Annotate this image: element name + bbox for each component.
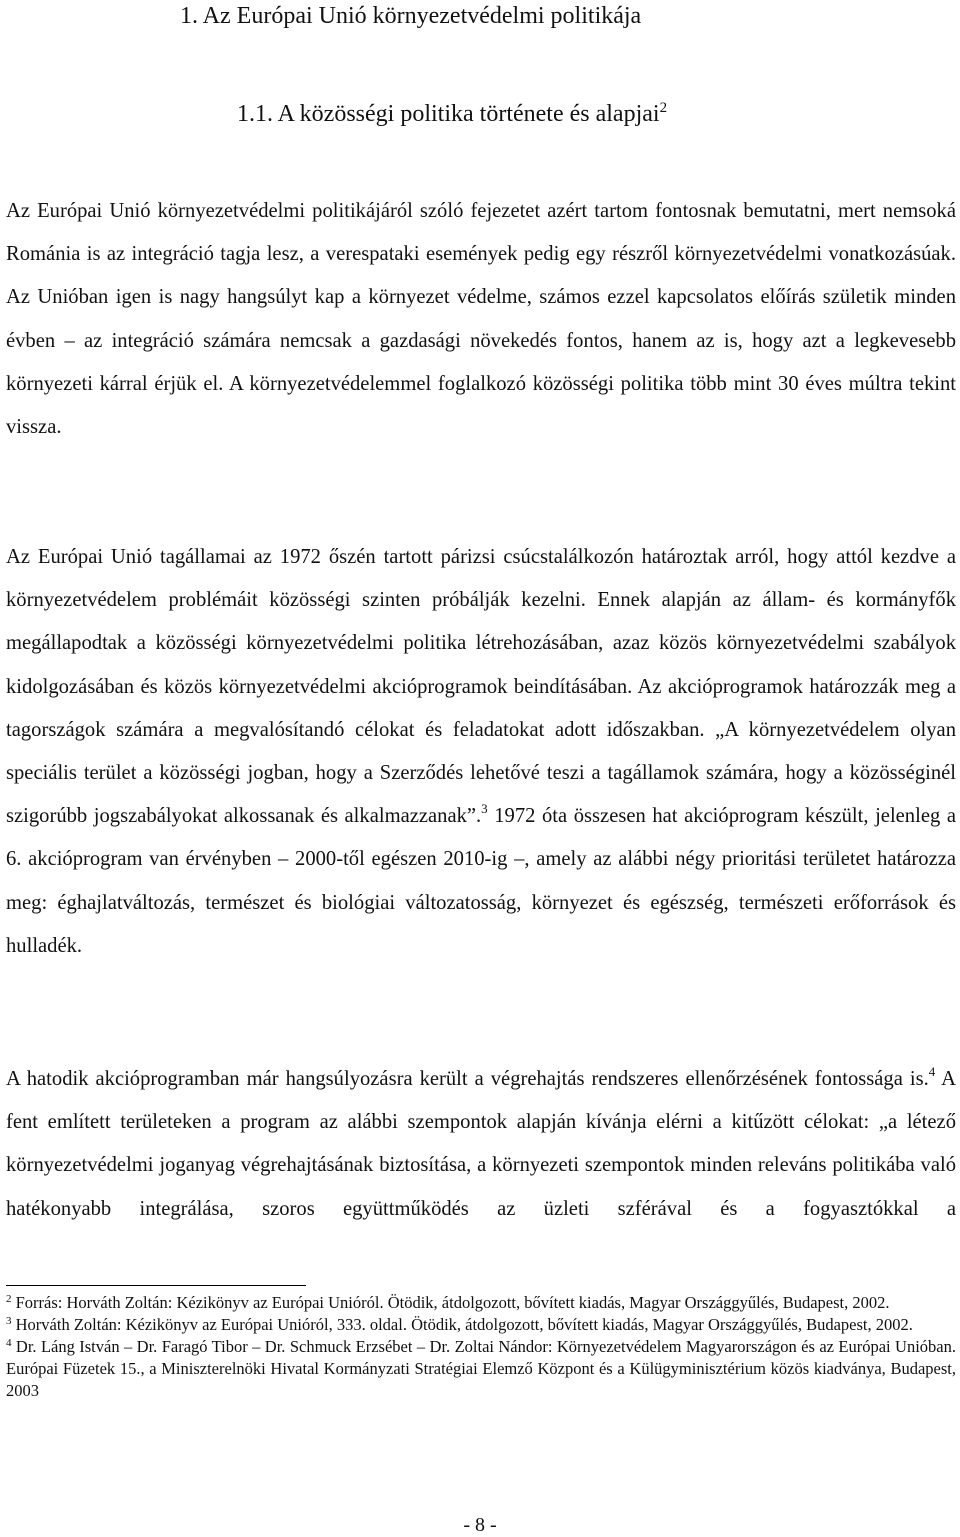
footnote-2 <box>6 1292 956 1314</box>
paragraph-2-part-a: Az Európai Unió tagállamai az 1972 őszén tartott párizsi csúcstalálkozón határoztak arról, hogy attól kezdve a környezetvédelem problémáit közösségi szinten próbálják kezelni. Ennek alapján az állam- és kormányfők megállapodtak a közösségi környezetvédelmi politika létrehozásában, azaz közös környezetvédelmi szabályok kidolgozásában és közös környezetvédelmi akcióprogramok beindításában. Az akcióprogramok határozzák meg a tagországok számára a megvalósítandó célokat és feladatokat adott időszakban. „A környezetvédelem olyan speciális terület a közösségi jogban, hogy a Szerződés lehetővé teszi a tagállamok számára, hogy a közösséginél szigorúbb jogszabályokat alkossanak és alkalmazzanak”. <box>6 546 956 828</box>
footnote-number: 2 <box>6 1293 12 1305</box>
footnotes <box>6 1292 956 1402</box>
footnote-number: 3 <box>6 1315 12 1327</box>
paragraph-3-part-b: A fent említett területeken a program az alábbi szempontok alapján kívánja elérni a kitűzött célokat: „a létező környezetvédelmi joganyag végrehajtásának biztosítása, a környezeti szempontok minden releváns politikába való hatékonyabb integrálása, szoros együttműködés az üzleti szférával és a fogyasztókkal a <box>6 1068 956 1220</box>
footnote-divider <box>6 1285 306 1286</box>
paragraph-3-part-a: A hatodik akcióprogramban már hangsúlyozásra került a végrehajtás rendszeres ellenőrzésének fontossága is. <box>6 1068 929 1090</box>
footnote-3 <box>6 1314 956 1336</box>
paragraph-3 <box>6 1058 956 1231</box>
footnote-text: Forrás: Horváth Zoltán: Kézikönyv az Európai Unióról. Ötödik, átdolgozott, bővített kiadás, Magyar Országgyűlés, Budapest, 2002. <box>11 1293 890 1312</box>
page-number: - 8 - <box>463 1514 497 1536</box>
footnote-ref-4: 4 <box>928 1064 936 1079</box>
chapter-title: 1. Az Európai Unió környezetvédelmi politikája <box>180 3 642 29</box>
footnote-number: 4 <box>6 1337 12 1349</box>
paragraph-2 <box>6 536 956 968</box>
footnote-text: Dr. Láng István – Dr. Faragó Tibor – Dr. Schmuck Erzsébet – Dr. Zoltai Nándor: Környezetvédelem Magyarországon és az Európai Unióban. Európai Füzetek 15., a Miniszterelnöki Hivatal Kormányzati Stratégiai Elemző Központ és a Külügyminisztérium közös kiadványa, Budapest, 2003 <box>6 1337 956 1400</box>
section-title <box>237 98 667 130</box>
footnote-ref-3: 3 <box>481 801 488 817</box>
section-title-text: 1.1. A közösségi politika története és alapjai <box>237 101 660 127</box>
footnote-text: Horváth Zoltán: Kézikönyv az Európai Unióról, 333. oldal. Ötödik, átdolgozott, bővített kiadás, Magyar Országgyűlés, Budapest, 2002. <box>11 1315 913 1334</box>
paragraph-2-part-b: 1972 óta összesen hat akcióprogram készült, jelenleg a 6. akcióprogram van érvényben – 2000-től egészen 2010-ig –, amely az alábbi négy prioritási területet határozza meg: éghajlatváltozás, természet és biológiai változatosság, környezet és egészség, természeti erőforrások és hulladék. <box>6 805 956 957</box>
footnote-ref-2: 2 <box>659 100 668 116</box>
paragraph-1: Az Európai Unió környezetvédelmi politikájáról szóló fejezetet azért tartom fontosnak bemutatni, mert nemsoká Románia is az integráció tagja lesz, a verespataki események pedig egy részről környezetvédelmi vonatkozásúak. Az Unióban igen is nagy hangsúlyt kap a környezet védelme, számos ezzel kapcsolatos előírás születik minden évben – az integráció számára nemcsak a gazdasági növekedés fontos, hanem az is, hogy azt a legkevesebb környezeti kárral érjük el. A környezetvédelemmel foglalkozó közösségi politika több mint 30 éves múltra tekint vissza. <box>6 200 956 439</box>
footnote-4 <box>6 1336 956 1402</box>
